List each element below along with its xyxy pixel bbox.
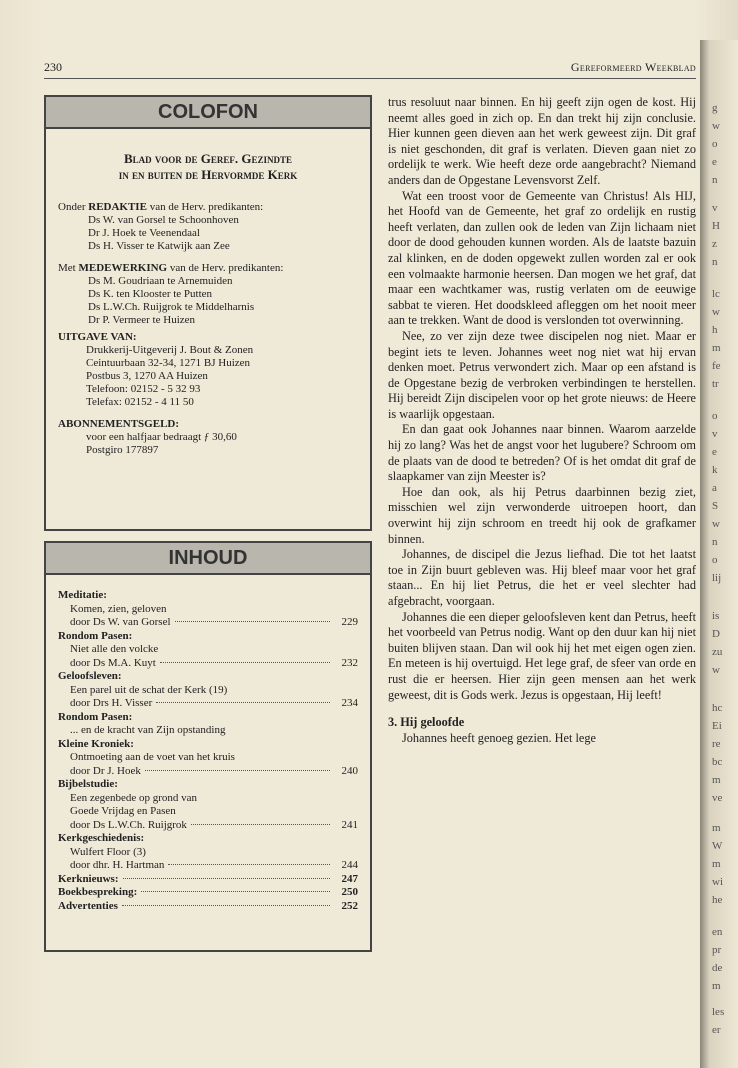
abonnement-label: ABONNEMENTSGELD: xyxy=(58,418,180,430)
toc-section: Rondom Pasen: ... en de kracht van Zijn opstanding xyxy=(58,711,358,738)
edge-fragment: he xyxy=(712,894,723,906)
left-column xyxy=(44,95,372,950)
toc-entry[interactable]: door Drs H. Visser 234 xyxy=(70,697,358,709)
toc-entry[interactable]: Boekbespreking: 250 xyxy=(58,886,358,898)
edge-fragment: n xyxy=(712,174,718,186)
edge-fragment: wi xyxy=(712,876,723,888)
toc-entry[interactable]: ... en de kracht van Zijn opstanding xyxy=(70,724,226,736)
redaktie-intro: Onder REDAKTIE van de Herv. predikanten: xyxy=(58,201,264,213)
edge-fragment: zu xyxy=(712,646,723,658)
toc-section: Meditatie: Komen, zien, geloven door Ds W. van Gorsel 229 xyxy=(58,589,358,628)
uitgave-line: Ceintuurbaan 32-34, 1271 BJ Huizen xyxy=(86,357,251,369)
edge-fragment: lc xyxy=(712,288,720,300)
uitgave-line: Telefoon: 02152 - 5 32 93 xyxy=(86,383,201,395)
edge-fragment: h xyxy=(712,324,718,336)
colofon-subtitle xyxy=(56,151,360,183)
toc-section: Rondom Pasen: Niet alle den volcke door Ds M.A. Kuyt 232 xyxy=(58,629,358,669)
article-column xyxy=(388,95,696,746)
edge-fragment: m xyxy=(712,980,721,992)
colofon-title: COLOFON xyxy=(46,97,370,129)
page-number: 230 xyxy=(44,60,62,74)
edge-fragment: D xyxy=(712,628,720,640)
edge-fragment: w xyxy=(712,306,720,318)
edge-fragment: n xyxy=(712,256,718,268)
edge-fragment: k xyxy=(712,464,718,476)
edge-fragment: e xyxy=(712,446,717,458)
article-paragraph: Johannes, de discipel die Jezus liefhad. Die tot het laatst toe in Zijn buurt gebleven was. Hij bleef maar voor het graf staan... En hij liet Petrus, die het er veel slechter had afgebracht, voorgaan. xyxy=(388,547,696,608)
edge-fragment: m xyxy=(712,858,721,870)
edge-fragment: w xyxy=(712,120,720,132)
edge-fragment: m xyxy=(712,774,721,786)
edge-fragment: er xyxy=(712,1024,721,1036)
uitgave-line: Telefax: 02152 - 4 11 50 xyxy=(86,396,194,408)
redaktie-member: Ds H. Visser te Katwijk aan Zee xyxy=(88,240,230,252)
edge-fragment: g xyxy=(712,102,718,114)
edge-fragment: e xyxy=(712,156,717,168)
toc-entry[interactable]: door dhr. H. Hartman 244 xyxy=(70,859,358,871)
edge-fragment: re xyxy=(712,738,721,750)
edge-fragment: w xyxy=(712,518,720,530)
redaktie-member: Ds W. van Gorsel te Schoonhoven xyxy=(88,214,239,226)
medewerking-member: Ds K. ten Klooster te Putten xyxy=(88,288,213,300)
edge-fragment: de xyxy=(712,962,723,974)
edge-fragment: v xyxy=(712,428,718,440)
article-paragraph: En dan gaat ook Johannes naar binnen. Waarom aarzelde hij zo lang? Was het de angst voor het lugubere? Schroom om de plaats van de dood te betreden? Of is het omdat dit graf de slaapkamer van zijn Meester is? xyxy=(388,422,696,484)
edge-fragment: les xyxy=(712,1006,725,1018)
article-paragraph: Johannes heeft genoeg gezien. Het lege xyxy=(402,730,596,745)
toc-entry[interactable]: door Ds M.A. Kuyt 232 xyxy=(70,656,358,669)
edge-fragment: ve xyxy=(712,792,723,804)
edge-fragment: is xyxy=(712,610,720,622)
edge-fragment: m xyxy=(712,822,721,834)
inhoud-box xyxy=(44,541,372,952)
toc-section: Kerkgeschiedenis: Wulfert Floor (3) door dhr. H. Hartman 244 xyxy=(58,832,358,871)
edge-fragment: bc xyxy=(712,756,723,768)
article-paragraph: Johannes die een dieper geloofsleven kent dan Petrus, heeft het voorbeeld van Petrus nodig. Want op den duur kan hij niet buiten blijven staan. Dan wil ook hij het met eigen ogen zien. En meteen is hij overtuigd. Het lege graf, de sfeer van orde en rust die er heersen. Hier zijn geen mensen aan het werk geweest, dit is Gods werk. Jezus is opgestaan, Hij leeft! xyxy=(388,609,696,702)
edge-fragment: lij xyxy=(712,572,722,584)
colofon-box xyxy=(44,95,372,531)
toc-list xyxy=(46,575,370,913)
toc-section: Geloofsleven: Een parel uit de schat der Kerk (19) door Drs H. Visser 234 xyxy=(58,670,358,709)
uitgave-label: UITGAVE VAN: xyxy=(58,331,137,343)
uitgave-line: Drukkerij-Uitgeverij J. Bout & Zonen xyxy=(86,344,254,356)
edge-fragment: pr xyxy=(712,944,722,956)
edge-fragment: o xyxy=(712,554,718,566)
magazine-title: Gereformeerd Weekblad xyxy=(570,60,696,74)
subtitle-line: in en buiten de Hervormde Kerk xyxy=(118,167,298,182)
toc-entry[interactable]: Kerknieuws: 247 xyxy=(58,872,358,885)
medewerking-member: Ds M. Goudriaan te Arnemuiden xyxy=(88,275,233,287)
page-header xyxy=(44,60,696,80)
medewerking-member: Ds L.W.Ch. Ruijgrok te Middelharnis xyxy=(88,301,255,313)
edge-fragment: W xyxy=(712,840,723,852)
next-page-edge xyxy=(700,40,738,1068)
edge-fragment: tr xyxy=(712,378,719,390)
redaktie-section xyxy=(46,201,370,457)
subtitle-line: Blad voor de Geref. Gezindte xyxy=(124,151,292,166)
edge-fragment: hc xyxy=(712,702,723,714)
edge-fragment: m xyxy=(712,342,721,354)
header-rule xyxy=(44,78,696,79)
medewerking-member: Dr P. Vermeer te Huizen xyxy=(88,314,196,326)
edge-fragment: o xyxy=(712,410,718,422)
abonnement-line: voor een halfjaar bedraagt ƒ 30,60 xyxy=(86,431,237,443)
section-heading: 3. Hij geloofde xyxy=(388,715,465,730)
article-paragraph: Wat een troost voor de Gemeente van Christus! Als HIJ, het Hoofd van de Gemeente, het graf zo ordelijk en rustig heeft verlaten, dan zullen ook de leden van Zijn lichaam niet door de dood gehouden kunnen worden. Als de laatste bazuin zal klinken, en de doden opgewekt zullen worden zal er ook een volmaakte harmonie heersen. Dan mogen we het graf, dat maar een wachtkamer was, rustig verlaten om de eeuwige sabbat te vieren. Het doodskleed afleggen om het nooit meer aan te trekken. Want de dood is verslonden tot overwinning. xyxy=(388,188,696,328)
edge-fragment: o xyxy=(712,138,718,150)
abonnement-line: Postgiro 177897 xyxy=(86,444,159,456)
edge-fragment: H xyxy=(712,220,720,232)
inhoud-title: INHOUD xyxy=(46,543,370,575)
toc-section: Kleine Kroniek: Ontmoeting aan de voet van het kruis door Dr J. Hoek 240 xyxy=(58,737,358,777)
edge-fragment: a xyxy=(712,482,717,494)
edge-fragment: S xyxy=(712,500,719,512)
edge-fragment: fe xyxy=(712,360,721,372)
redaktie-member: Dr J. Hoek te Veenendaal xyxy=(88,227,200,239)
edge-fragment: v xyxy=(712,202,718,214)
toc-section: Bijbelstudie: Een zegenbede op grond van Goede Vrijdag en Pasen door Ds L.W.Ch. Ruijgrok 241 xyxy=(58,778,358,831)
medewerking-intro: Met MEDEWERKING van de Herv. predikanten: xyxy=(58,262,284,274)
article-paragraph: trus resoluut naar binnen. En hij geeft zijn ogen de kost. Hij neemt alles goed in zich op. En dan trekt hij zijn conclusie. Hier kunnen geen dieven aan het werk geweest zijn. Dit graf is niet geschonden, dit graf is verlaten. Dieven gaan niet zo ordelijk te werk. Wie heeft deze orde aangebracht? Niemand anders dan de Opgestane Levensvorst Zelf. xyxy=(388,95,696,187)
article-paragraph: Nee, zo ver zijn deze twee discipelen nog niet. Maar er begint iets te leven. Johannes weet nog niet wat hij ervan denken moet. Petrus verwondert zich. Maar op een afstand is de Opgestane bezig de verbroken verbindingen te herstellen. Hij bereidt Zijn discipelen voor op het grote nieuws: de Heere is waarlijk opgestaan. xyxy=(388,328,696,421)
article-paragraph: Hoe dan ook, als hij Petrus daarbinnen bezig ziet, misschien wel zijn verwonderde uitroepen hoort, dan overwint hij zijn schroom en treedt hij ook de grafkamer binnen. xyxy=(388,484,696,546)
edge-fragment: en xyxy=(712,926,723,938)
toc-entry[interactable]: door Ds W. van Gorsel 229 xyxy=(70,616,358,628)
toc-entry[interactable]: door Dr J. Hoek 240 xyxy=(70,764,358,777)
edge-fragment: n xyxy=(712,536,718,548)
edge-fragment: Ei xyxy=(712,720,722,732)
toc-entry[interactable]: door Ds L.W.Ch. Ruijgrok 241 xyxy=(70,818,358,831)
uitgave-line: Postbus 3, 1270 AA Huizen xyxy=(86,370,208,382)
edge-fragment: w xyxy=(712,664,720,676)
edge-fragment: z xyxy=(712,238,717,250)
toc-entry[interactable]: Advertenties 252 xyxy=(58,899,358,912)
